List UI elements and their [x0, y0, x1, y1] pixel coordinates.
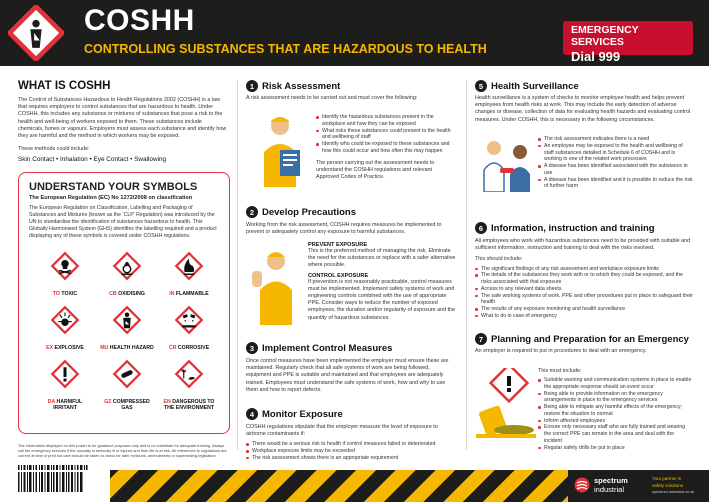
- symbol-code: DA: [47, 399, 56, 405]
- what-body: The Control of Substances Hazardous to Health Regulations 2002 (COSHH) is a law that requires employers to control substances that are hazardous to health. Under COSHH, this includes any substance or mixtures of substances that pose a risk to the health and well-being of workers exposed to them. These substances include chemicals, fumes or vapours. Employers must assess each substance and identify how they are harmful and the method in which workers may be exposed.: [18, 97, 227, 139]
- list-item: Workplace exposure limits may be exceeded: [246, 448, 456, 455]
- planning-bullets: [538, 368, 693, 451]
- section-number: 3: [246, 342, 258, 354]
- list-item: A disease has been identified and it is possible to reduce the risk of further harm: [538, 177, 693, 191]
- list-item: The significant findings of any risk assessment and workplace exposure limits: [475, 266, 693, 273]
- column-divider: [466, 80, 467, 450]
- section-title: Health Surveillance: [491, 80, 579, 92]
- section-number: 2: [246, 206, 258, 218]
- list-item: Regular safety drills be put in place: [538, 445, 693, 452]
- symbol-flammable: [161, 251, 217, 297]
- exploding-bomb-icon: [50, 305, 80, 335]
- list-item: Being able to mitigate any harmful effects of the emergency; restore the situation to normal: [538, 404, 693, 418]
- risk-bullets-block: [316, 114, 456, 181]
- surveillance-bullets: [538, 136, 693, 190]
- precautions-intro: Working from the risk assessment, COSHH requires measures be implemented to prevent or adequately control any exposure to harmful substances.: [246, 222, 442, 236]
- emergency-planning-section: [475, 333, 693, 355]
- implement-body: Once control measures have been implemented the employer must ensure these are maintained. Regularly check that all safe systems of work are being followed, equipment and PPE is suitable and maintained and that employees are adequately trained. Employees must understand the safe systems of work, how and why to use them and how to report defects.: [246, 358, 449, 393]
- corrosion-icon: [174, 305, 204, 335]
- list-item: The results of any exposure monitoring and health surveillance: [475, 306, 693, 313]
- training-include: This should include:: [475, 256, 523, 263]
- symbols-body: The European Regulation on Classification, Labelling and Packaging of Substances and Mixtures (known as the ‘CLP’ Regulation) was introduced by the UN to standardise the identification of substances hazardous to health. This Globally Harmonised System (GHS) identifies the labelling required and a product displaying any of these symbols is covered under COSHH regulations.: [29, 205, 217, 239]
- list-item: The safe working systems of work, PPE and other procedures put in place to safeguard their health: [475, 293, 693, 307]
- list-item: The details of the substances they work with or to which they could be exposed, and the risks associated with that exposure: [475, 272, 693, 286]
- symbol-corrosive: [161, 305, 217, 351]
- control-heading: CONTROL EXPOSURE: [308, 272, 369, 279]
- symbol-label: CORROSIVE: [177, 345, 210, 351]
- risk-outro: The person carrying out the assessment needs to understand the COSHH regulations and relevant Approved Codes of Practice.: [316, 159, 435, 180]
- list-item: What to do in case of emergency: [475, 313, 693, 320]
- section-header: [475, 333, 693, 345]
- environment-icon: [174, 359, 204, 389]
- symbol-code: IN: [169, 291, 175, 297]
- section-title: Information, instruction and training: [491, 222, 655, 234]
- monitor-exposure-section: [246, 408, 456, 462]
- section-header: [246, 408, 456, 420]
- training-intro: All employees who work with hazardous substances need to be provided with suitable and sufficient information, instruction and training to deal with the risks involved.: [475, 238, 691, 252]
- monitor-intro: COSHH regulations stipulate that the employer measure the level of exposure to airborne contaminants if:: [246, 424, 438, 438]
- brand-tagline-1: Your partner in: [652, 476, 682, 481]
- doctor-patient-illustration: [476, 134, 536, 192]
- methods-intro: These methods could include:: [18, 146, 90, 153]
- list-item: The risk assessment indicates there is a need: [538, 136, 693, 143]
- list-item: What risks these substances could present to the health and wellbeing of staff: [316, 128, 456, 142]
- symbols-subtitle: The European Regulation (EC) No 1272/2008 on classification: [29, 195, 193, 201]
- symbol-code: EN: [163, 399, 171, 405]
- brand-name-2: industrial: [594, 485, 625, 494]
- prevent-text: This is the preferred method of managing the risk. Eliminate the need for the substances or replace with a safer alternative where possible.: [308, 248, 456, 269]
- flame-icon: [174, 251, 204, 281]
- symbol-label: TOXIC: [61, 291, 78, 297]
- risk-intro: A risk assessment needs to be carried out and must cover the following:: [246, 95, 418, 101]
- brand-tagline-2: safety solutions: [652, 483, 684, 488]
- section-header: [246, 206, 456, 218]
- symbol-health-hazard: [99, 305, 155, 351]
- emergency-badge: [563, 21, 693, 64]
- prevent-control-block: [308, 242, 456, 322]
- health-hazard-logo-icon: [8, 5, 64, 61]
- health-hazard-icon: [112, 305, 142, 335]
- stop-hand-worker-illustration: [250, 245, 300, 325]
- list-item: Suitable warning and communication systems in place to enable the appropriate response should an event occur: [538, 377, 693, 391]
- information-training-section: [475, 222, 693, 320]
- symbol-label: COMPRESSED GAS: [112, 399, 150, 412]
- spectrum-logo-icon: [574, 477, 590, 493]
- symbol-label: HARMFUL IRRITANT: [53, 399, 83, 412]
- symbol-code: CR: [168, 345, 177, 351]
- spill-barrel-illustration: [476, 368, 536, 438]
- section-number: 4: [246, 408, 258, 420]
- symbol-label: DANGEROUS TO THE ENVIRONMENT: [163, 399, 215, 412]
- gas-cylinder-icon: [112, 359, 142, 389]
- symbol-label: EXPLOSIVE: [54, 345, 84, 351]
- symbol-code: MU: [100, 345, 109, 351]
- brand-name-1: spectrum: [594, 476, 628, 485]
- disclaimer: The information displayed on this poster is for guidance purposes only and is no substitute for adequate training. Always call the emergency services if the casualty is seriously ill or injured and their life is at risk. All references to regulations are current at time of print but care should be taken to check for later revisions, amendments or superseding legislation.: [18, 443, 227, 459]
- prevent-heading: PREVENT EXPOSURE: [308, 242, 368, 248]
- symbol-toxic: [37, 251, 93, 297]
- page-subtitle: CONTROLLING SUBSTANCES THAT ARE HAZARDOUS TO HEALTH: [84, 42, 487, 56]
- section-title: Develop Precautions: [262, 206, 356, 218]
- section-risk-assessment-header: [246, 80, 456, 92]
- list-item: An employee may be exposed to the health and wellbeing of staff substances detailed in Schedule 6 of COSHH and is working in one of the related work processes: [538, 143, 693, 163]
- what-title: WHAT IS COSHH: [18, 80, 111, 92]
- methods-list: Skin Contact • Inhalation • Eye Contact • Swallowing: [18, 156, 167, 164]
- list-item: Inform affected employees: [538, 418, 693, 425]
- symbol-code: EX: [46, 345, 54, 351]
- header-banner: [0, 0, 709, 66]
- control-text: If prevention is not reasonably practicable, control measures must be implemented. Implement safety systems of work and engineering controls combined with the use of appropriate PPE. Consider ways to reduce the number of exposed employees, the duration and/or regularity of exposure and the quantity of hazardous substances.: [308, 278, 456, 321]
- symbol-harmful-irritant: [37, 359, 93, 411]
- planning-include: This must include:: [538, 368, 582, 374]
- symbol-label: OXIDISING: [118, 291, 145, 297]
- exclamation-icon: [50, 359, 80, 389]
- column-divider: [237, 80, 238, 450]
- brand-url: spectrum-industrial.co.uk: [652, 490, 695, 494]
- page-title: COSHH: [84, 4, 195, 37]
- column-middle: [246, 80, 456, 102]
- symbol-code: GZ: [104, 399, 112, 405]
- symbol-explosive: [37, 305, 93, 351]
- health-surveillance-section: [475, 80, 693, 124]
- skull-icon: [50, 251, 80, 281]
- section-title: Monitor Exposure: [262, 408, 343, 420]
- symbol-compressed-gas: [99, 359, 155, 411]
- list-item: Identify who could be exposed to these substances and how this could occur and how often this may happen: [316, 141, 456, 155]
- section-number: 6: [475, 222, 487, 234]
- list-item: A disease has been identified associated with the substance in use: [538, 163, 693, 177]
- implement-control-section: [246, 342, 456, 394]
- symbol-code: TO: [52, 291, 60, 297]
- symbol-code: CB: [109, 291, 117, 297]
- surveillance-intro: Health surveillance is a system of checks to monitor employee health and helps prevent employees from health risks at work. This may include the early detection of adverse changes or disease, collection of data for evaluating health hazards and evaluating control measures. Under COSHH, this is necessary in the following circumstances.: [475, 95, 691, 123]
- list-item: Being able to provide information on the emergency arrangements in place to the emergency services: [538, 391, 693, 405]
- symbols-box: [18, 172, 230, 434]
- section-header: [475, 80, 693, 92]
- symbol-environment: [161, 359, 217, 411]
- section-number: 7: [475, 333, 487, 345]
- section-title: Implement Control Measures: [262, 342, 393, 354]
- symbol-label: FLAMMABLE: [175, 291, 209, 297]
- section-title: Planning and Preparation for an Emergency: [491, 333, 689, 345]
- brand-footer: [568, 470, 709, 502]
- section-title: Risk Assessment: [262, 80, 341, 92]
- clipboard-worker-illustration: [250, 112, 310, 187]
- symbols-title: UNDERSTAND YOUR SYMBOLS: [29, 181, 198, 193]
- list-item: Ensure only necessary staff who are fully trained and wearing the correct PPE can remain in the area and deal with the incident: [538, 424, 693, 444]
- flame-over-circle-icon: [112, 251, 142, 281]
- planning-intro: An employer is required to put in procedures to deal with an emergency.: [475, 348, 647, 354]
- symbol-oxidising: [99, 251, 155, 297]
- emergency-label: EMERGENCY SERVICES: [571, 24, 639, 48]
- symbol-label: HEALTH HAZARD: [109, 345, 154, 351]
- list-item: Identify the hazardous substances present in the workplace and how they can be exposed: [316, 114, 456, 128]
- list-item: There would be a serious risk to health if control measures failed or deteriorated: [246, 441, 456, 448]
- section-header: [475, 222, 693, 234]
- section-header: [246, 342, 456, 354]
- barcode-icon: [18, 472, 98, 492]
- list-item: Access to any relevant data sheets: [475, 286, 693, 293]
- section-number: 1: [246, 80, 258, 92]
- develop-precautions-section: [246, 206, 456, 236]
- section-number: 5: [475, 80, 487, 92]
- what-is-coshh-section: [18, 80, 228, 163]
- list-item: The risk assessment shows there is an appropriate requirement: [246, 455, 456, 462]
- emergency-number: Dial 999: [571, 49, 621, 64]
